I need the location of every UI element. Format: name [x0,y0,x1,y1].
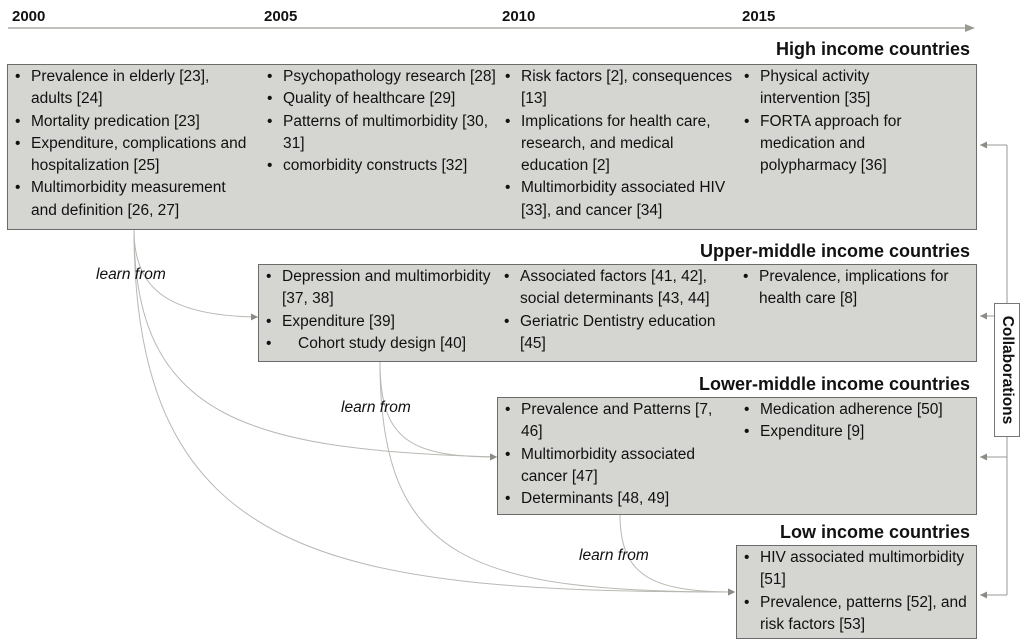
learn-from-label-3: learn from [579,547,649,564]
list-item: • Prevalence and Patterns [7, 46] [500,399,736,444]
col-upper-2010 [499,266,735,355]
col-upper-2015 [738,266,974,311]
list-item: • Cohort study design [40] [261,333,497,355]
list-item: • comorbidity constructs [32] [262,155,498,177]
list-item: • Prevalence, patterns [52], and risk factors [53] [739,592,975,637]
col-high-2010 [500,66,736,222]
collaborations-label: Collaborations [999,315,1016,425]
col-upper-2005 [261,266,497,355]
list-item: • Physical activity intervention [35] [739,66,939,111]
col-high-2005 [262,66,498,177]
col-high-2000 [10,66,254,222]
list-item: • Determinants [48, 49] [500,488,736,510]
col-high-2015 [739,66,939,177]
list-item: • Prevalence in elderly [23], adults [24] [10,66,254,111]
timeline-arrowhead [965,24,975,32]
list-item: • Psychopathology research [28] [262,66,498,88]
list-item: • HIV associated multimorbidity [51] [739,547,975,592]
list-item: • Associated factors [41, 42], social determinants [43, 44] [499,266,735,311]
list-item: • Prevalence, implications for health care [8] [738,266,974,311]
year-2005: 2005 [264,8,298,25]
col-lower-2010 [500,399,736,510]
list-item: • Multimorbidity associated HIV [33], and cancer [34] [500,177,736,222]
list-item: • Patterns of multimorbidity [30, 31] [262,111,498,156]
list-item: • FORTA approach for medication and polypharmacy [36] [739,111,939,178]
title-high-income: High income countries [775,39,970,59]
list-item: • Expenditure, complications and hospitalization [25] [10,133,254,178]
col-lower-2015 [739,399,975,444]
collaborations-box [994,303,1020,437]
list-item: • Multimorbidity associated cancer [47] [500,444,736,489]
list-item: • Expenditure [39] [261,311,497,333]
list-item: • Depression and multimorbidity [37, 38] [261,266,497,311]
title-upper-middle-income: Upper-middle income countries [699,241,970,261]
title-lower-middle-income: Lower-middle income countries [698,374,970,394]
box-lower-middle-income [497,397,977,515]
list-item: • Risk factors [2], consequences [13] [500,66,736,111]
title-low-income: Low income countries [779,522,970,542]
list-item: • Medication adherence [50] [739,399,975,421]
col-low-2015 [739,547,975,636]
box-low-income [736,545,977,639]
list-item: • Quality of healthcare [29] [262,88,498,110]
list-item: • Mortality predication [23] [10,111,254,133]
list-item: • Multimorbidity measurement and definition [26, 27] [10,177,254,222]
list-item: • Expenditure [9] [739,421,975,443]
list-item: • Geriatric Dentistry education [45] [499,311,735,356]
list-item: • Implications for health care, research, and medical education [2] [500,111,736,178]
box-upper-middle-income [258,264,977,362]
learn-from-label-2: learn from [341,399,411,416]
year-2010: 2010 [502,8,536,25]
year-2015: 2015 [742,8,776,25]
year-2000: 2000 [12,8,46,25]
box-high-income [7,64,977,230]
learn-from-label-1: learn from [96,266,166,283]
